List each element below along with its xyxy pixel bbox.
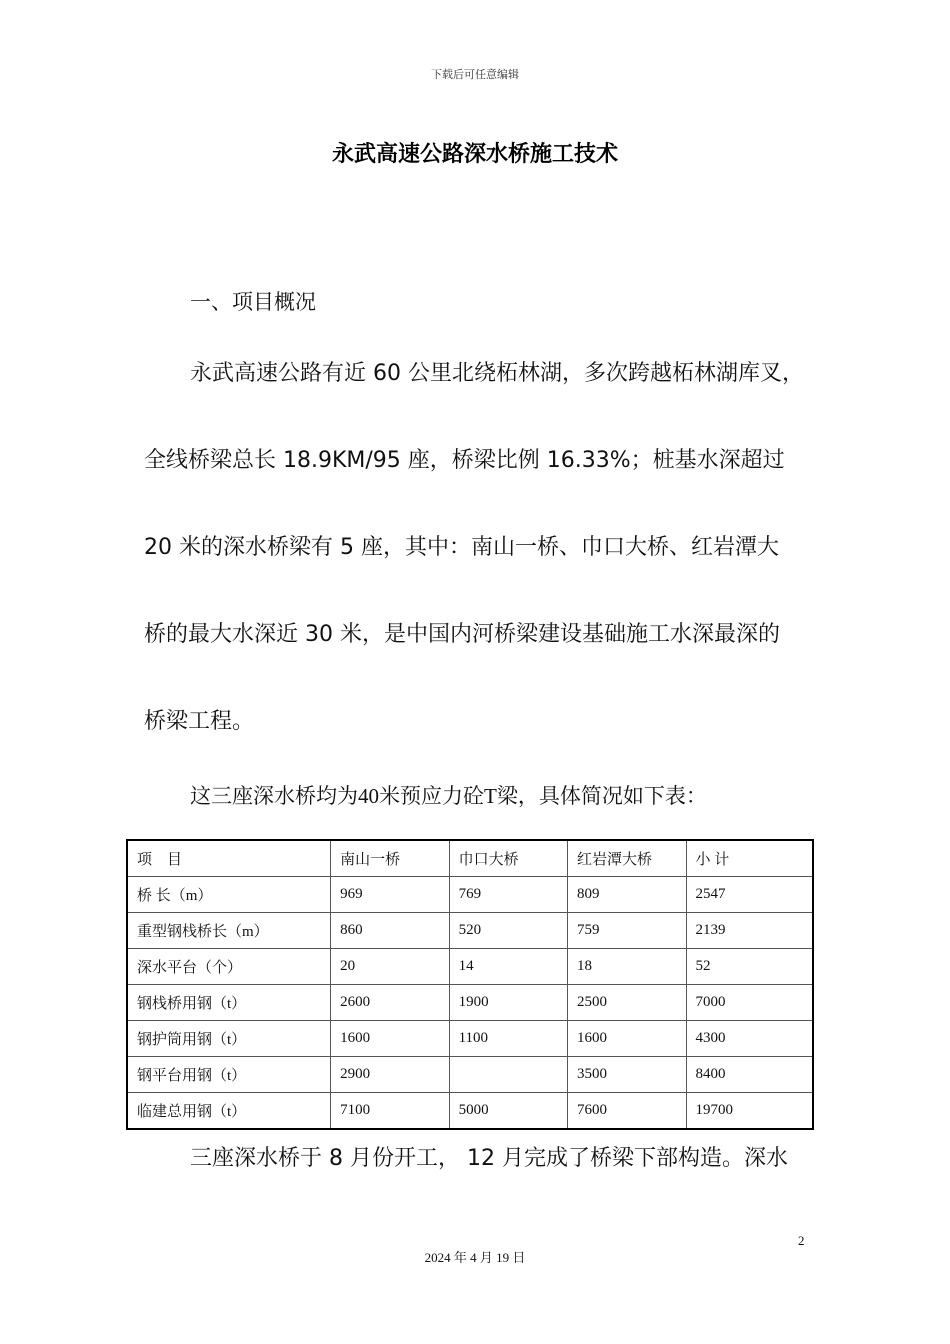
- paragraph-line: 20 米的深水桥梁有 5 座，其中：南山一桥、巾口大桥、红岩潭大: [144, 535, 779, 560]
- paragraph-line: 桥梁工程。: [144, 709, 255, 734]
- table-row: [127, 1093, 813, 1130]
- table-intro-number: 40: [358, 784, 379, 808]
- table-cell: 1600: [568, 1021, 686, 1057]
- header-cell-subtotal: 小 计: [686, 840, 813, 877]
- table-header-row: [127, 840, 813, 877]
- table-cell: 52: [686, 949, 813, 985]
- paragraph-line: 桥的最大水深近 30 米，是中国内河桥梁建设基础施工水深最深的: [144, 622, 780, 647]
- table-cell: 深水平台（个）: [127, 949, 331, 985]
- table-cell: 4300: [686, 1021, 813, 1057]
- table-cell: 3500: [568, 1057, 686, 1093]
- table-cell: 860: [331, 913, 449, 949]
- closing-line: 三座深水桥于 8 月份开工， 12 月完成了桥梁下部构造。深水: [190, 1146, 788, 1171]
- table-cell: 769: [449, 877, 567, 913]
- table-cell: 8400: [686, 1057, 813, 1093]
- table-row: [127, 949, 813, 985]
- table-cell: 7000: [686, 985, 813, 1021]
- table-row: [127, 1021, 813, 1057]
- table-cell: 809: [568, 877, 686, 913]
- table-cell: 7600: [568, 1093, 686, 1130]
- table-cell: 18: [568, 949, 686, 985]
- table-cell: 桥 长（m）: [127, 877, 331, 913]
- table-intro-text: 梁，具体简况如下表：: [496, 784, 707, 808]
- table-cell: 520: [449, 913, 567, 949]
- paragraph-line: 永武高速公路有近 60 公里北绕柘林湖，多次跨越柘林湖库叉，: [190, 361, 804, 386]
- table-cell: 7100: [331, 1093, 449, 1130]
- header-note: 下载后可任意编辑: [431, 68, 519, 81]
- table-intro-text: 米预应力砼: [379, 784, 484, 808]
- header-cell-jinkou: 巾口大桥: [449, 840, 567, 877]
- page-number: 2: [798, 1233, 805, 1248]
- table-cell: 钢栈桥用钢（t）: [127, 985, 331, 1021]
- table-row: [127, 877, 813, 913]
- footer-date: 2024 年 4 月 19 日: [424, 1250, 526, 1265]
- table-row: [127, 1057, 813, 1093]
- table-cell: 2600: [331, 985, 449, 1021]
- table-cell: 1600: [331, 1021, 449, 1057]
- table-cell: 2900: [331, 1057, 449, 1093]
- header-cell-hongyantan: 红岩潭大桥: [568, 840, 686, 877]
- document-title: 永武高速公路深水桥施工技术: [331, 142, 618, 167]
- table-cell: 钢平台用钢（t）: [127, 1057, 331, 1093]
- table-cell: 2500: [568, 985, 686, 1021]
- table-row: [127, 913, 813, 949]
- paragraph-line: 全线桥梁总长 18.9KM/95 座，桥梁比例 16.33%；桩基水深超过: [144, 448, 785, 473]
- table-cell: 1900: [449, 985, 567, 1021]
- table-cell: 759: [568, 913, 686, 949]
- table-cell: 钢护筒用钢（t）: [127, 1021, 331, 1057]
- table-intro-text: 这三座深水桥均为: [190, 784, 358, 808]
- table-cell: 1100: [449, 1021, 567, 1057]
- table-cell: 14: [449, 949, 567, 985]
- table-cell: 5000: [449, 1093, 567, 1130]
- table-cell: 2139: [686, 913, 813, 949]
- table-cell: 969: [331, 877, 449, 913]
- table-intro-letter: T: [484, 784, 497, 808]
- table-row: [127, 985, 813, 1021]
- table-cell: 19700: [686, 1093, 813, 1130]
- header-cell-item: 项 目: [127, 840, 331, 877]
- table-intro: [190, 780, 707, 810]
- table-cell: 临建总用钢（t）: [127, 1093, 331, 1130]
- table-cell: 20: [331, 949, 449, 985]
- header-cell-nanshan: 南山一桥: [331, 840, 449, 877]
- table-cell: 重型钢栈桥长（m）: [127, 913, 331, 949]
- section-heading: 一、项目概况: [190, 290, 316, 314]
- bridge-summary-table: [126, 839, 814, 1130]
- table-cell: 2547: [686, 877, 813, 913]
- table-cell: [449, 1057, 567, 1093]
